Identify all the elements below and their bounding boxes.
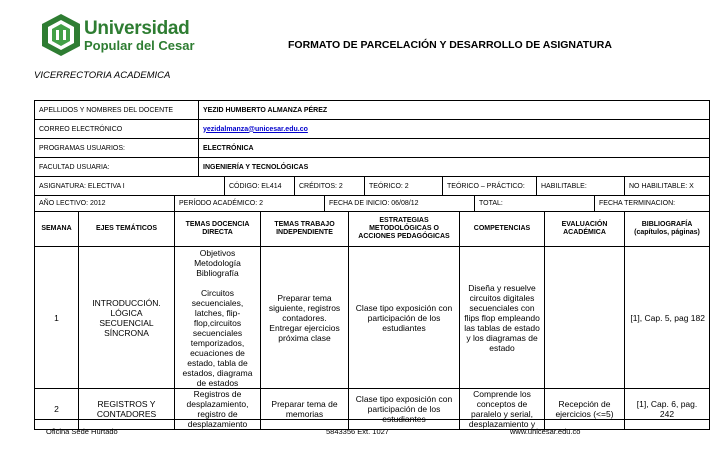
ano-lectivo-cell: AÑO LECTIVO: 2012 bbox=[35, 196, 175, 212]
university-logo-icon bbox=[42, 14, 80, 56]
row-2-evaluacion: Recepción de ejercicios (<=5) bbox=[545, 389, 625, 430]
header-bibliografia: BIBLIOGRAFÍA (capítulos, páginas) bbox=[625, 212, 710, 247]
row-1-estrategias: Clase tipo exposición con participación de los estudiantes bbox=[349, 247, 460, 389]
teorico-practico-cell: TEÓRICO – PRÁCTICO: bbox=[443, 177, 537, 196]
header-temas-docencia: TEMAS DOCENCIA DIRECTA bbox=[175, 212, 261, 247]
header-semana: SEMANA bbox=[35, 212, 79, 247]
logo-text-popular-del-cesar: Popular del Cesar bbox=[84, 38, 195, 53]
row-1-evaluacion bbox=[545, 247, 625, 389]
info-row-apellidos bbox=[35, 101, 710, 120]
info-row-correo bbox=[35, 120, 710, 139]
period-info-table bbox=[34, 195, 710, 212]
periodo-cell: PERÍODO ACADÉMICO: 2 bbox=[175, 196, 325, 212]
row-2-bibliografia: [1], Cap. 6, pag. 242 bbox=[625, 389, 710, 430]
habilitable-cell: HABILITABLE: bbox=[537, 177, 625, 196]
logo-text-universidad: Universidad bbox=[84, 18, 190, 39]
info-row-programas bbox=[35, 139, 710, 158]
row-2-ejes: REGISTROS Y CONTADORES bbox=[79, 389, 175, 430]
vicerrectoria-label: VICERRECTORIA ACADEMICA bbox=[34, 70, 171, 81]
footer-office: Oficina Sede Hurtado bbox=[46, 427, 118, 436]
codigo-cell: CÓDIGO: EL414 bbox=[225, 177, 295, 196]
row-2-estrategias: Clase tipo exposición con participación de los estudiantes bbox=[349, 389, 460, 430]
header-competencias: COMPETENCIAS bbox=[460, 212, 545, 247]
document-title: FORMATO DE PARCELACIÓN Y DESARROLLO DE ASIGNATURA bbox=[288, 39, 612, 51]
info-row-facultad bbox=[35, 158, 710, 177]
teorico-cell: TEÓRICO: 2 bbox=[365, 177, 443, 196]
asignatura-cell: ASIGNATURA: ELECTIVA I bbox=[35, 177, 225, 196]
header-evaluacion: EVALUACIÓN ACADÉMICA bbox=[545, 212, 625, 247]
no-habilitable-cell: NO HABILITABLE: X bbox=[625, 177, 710, 196]
header-ejes-tematicos: EJES TEMÁTICOS bbox=[79, 212, 175, 247]
footer-divider bbox=[34, 419, 709, 420]
schedule-table bbox=[34, 211, 710, 430]
subject-info-table bbox=[34, 176, 710, 196]
total-cell: TOTAL: bbox=[475, 196, 595, 212]
subject-row bbox=[35, 177, 710, 196]
university-logo bbox=[42, 14, 195, 58]
programas-label: PROGRAMAS USUARIOS: bbox=[35, 139, 199, 158]
row-2-semana: 2 bbox=[35, 389, 79, 430]
table-row bbox=[35, 247, 710, 389]
row-2-independiente: Preparar tema de memorias bbox=[261, 389, 349, 430]
header-estrategias: ESTRATEGIAS METODOLÓGICAS O ACCIONES PEDAGÓGICAS bbox=[349, 212, 460, 247]
facultad-value: INGENIERÍA Y TECNOLÓGICAS bbox=[199, 158, 710, 177]
row-2-docencia: Registros de desplazamiento, registro de desplazamiento bbox=[175, 389, 261, 430]
footer-phone: 5843356 Ext. 1027 bbox=[326, 427, 389, 436]
row-1-independiente: Preparar tema siguiente, registros contadores. Entregar ejercicios próxima clase bbox=[261, 247, 349, 389]
table-row bbox=[35, 389, 710, 430]
fecha-terminacion-cell: FECHA TERMINACION: bbox=[595, 196, 710, 212]
programas-value: ELECTRÓNICA bbox=[199, 139, 710, 158]
fecha-inicio-cell: FECHA DE INICIO: 06/08/12 bbox=[325, 196, 475, 212]
row-2-competencias: Comprende los conceptos de paralelo y serial, desplazamiento y bbox=[460, 389, 545, 430]
correo-label: CORREO ELECTRÓNICO bbox=[35, 120, 199, 139]
teacher-info-table bbox=[34, 100, 710, 177]
row-1-docencia: Objetivos Metodología Bibliografía Circuitos secuenciales, latches, flip-flop,circuitos secuenciales temporizados, ecuaciones de estado, tabla de estados, diagrama de estados bbox=[175, 247, 261, 389]
apellidos-value: YEZID HUMBERTO ALMANZA PÉREZ bbox=[199, 101, 710, 120]
email-link[interactable]: yezidalmanza@unicesar.edu.co bbox=[199, 120, 710, 139]
period-row bbox=[35, 196, 710, 212]
creditos-cell: CRÉDITOS: 2 bbox=[295, 177, 365, 196]
row-1-ejes: INTRODUCCIÓN. LÓGICA SECUENCIAL SÍNCRONA bbox=[79, 247, 175, 389]
facultad-label: FACULTAD USUARIA: bbox=[35, 158, 199, 177]
row-1-semana: 1 bbox=[35, 247, 79, 389]
row-1-competencias: Diseña y resuelve circuitos digitales secuenciales con flips flop empleando las tablas de estado y los diagramas de estado bbox=[460, 247, 545, 389]
apellidos-label: APELLIDOS Y NOMBRES DEL DOCENTE bbox=[35, 101, 199, 120]
header-temas-trabajo: TEMAS TRABAJO INDEPENDIENTE bbox=[261, 212, 349, 247]
footer-website[interactable]: www.unicesar.edu.co bbox=[510, 427, 581, 436]
schedule-header-row bbox=[35, 212, 710, 247]
row-1-bibliografia: [1], Cap. 5, pag 182 bbox=[625, 247, 710, 389]
